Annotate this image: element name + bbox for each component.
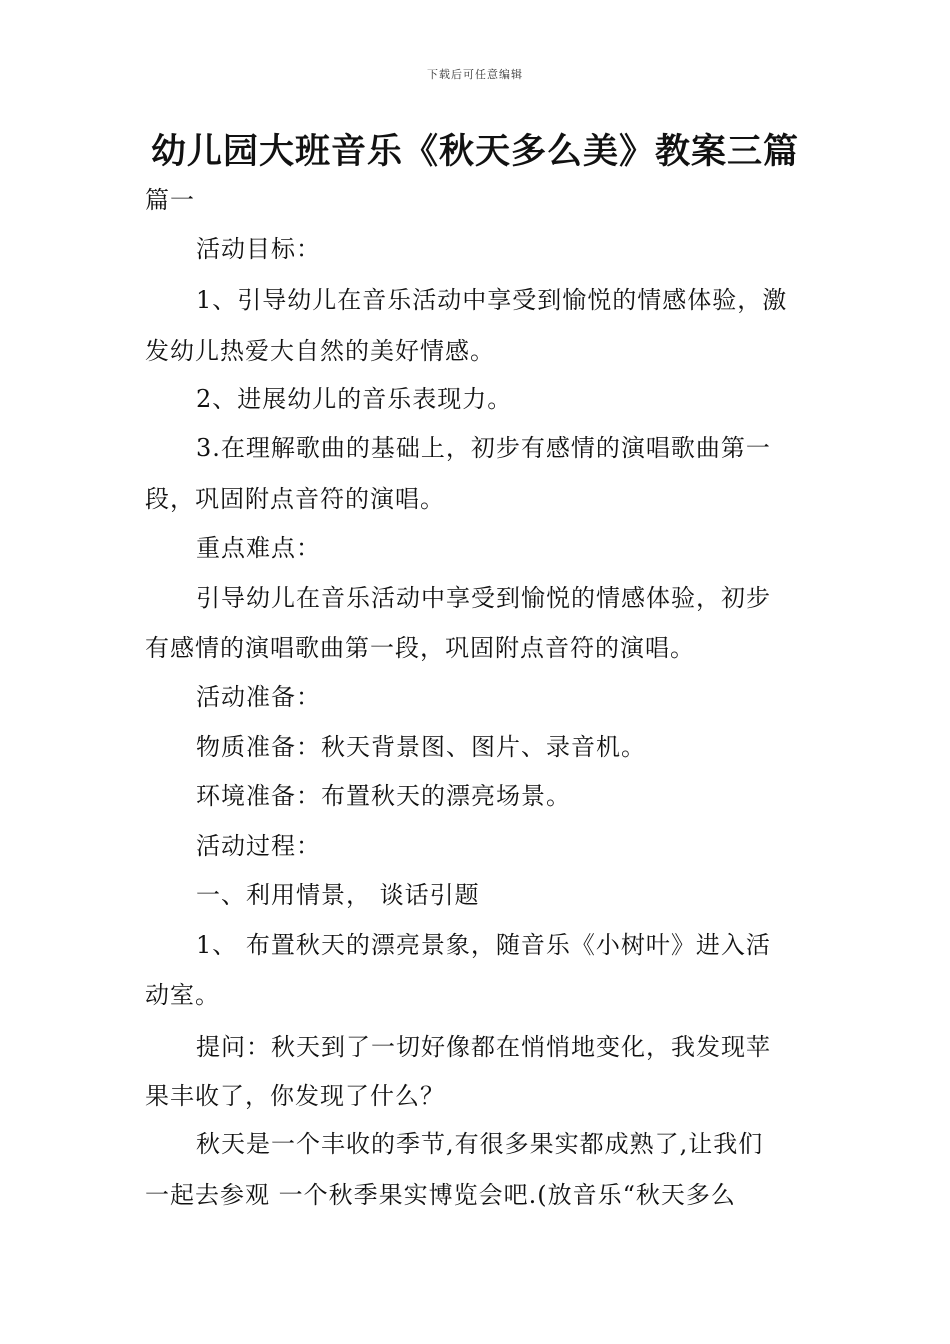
document-title: 幼儿园大班音乐《秋天多么美》教案三篇 (150, 132, 799, 172)
paragraph-line: 果丰收了，你发现了什么？ (145, 1082, 445, 1110)
section-heading: 篇一 (145, 186, 195, 214)
paragraph-line: 1、 布置秋天的漂亮景象，随音乐《小树叶》进入活 (196, 931, 771, 959)
header-note: 下载后可任意编辑 (427, 68, 523, 81)
paragraph-line: 活动目标： (196, 235, 321, 263)
paragraph-line: 一、利用情景， 谈话引题 (196, 881, 480, 909)
paragraph-line: 环境准备：布置秋天的漂亮场景。 (196, 782, 571, 810)
paragraph-line: 1、引导幼儿在音乐活动中享受到愉悦的情感体验，激 (196, 286, 788, 314)
paragraph-line: 活动准备： (196, 683, 321, 711)
paragraph-line: 引导幼儿在音乐活动中享受到愉悦的情感体验，初步 (196, 584, 771, 612)
paragraph-line: 活动过程： (196, 832, 321, 860)
paragraph-line: 有感情的演唱歌曲第一段，巩固附点音符的演唱。 (145, 634, 695, 662)
paragraph-line: 段，巩固附点音符的演唱。 (145, 485, 445, 513)
paragraph-line: 2、进展幼儿的音乐表现力。 (196, 385, 513, 413)
paragraph-line: 提问：秋天到了一切好像都在悄悄地变化，我发现苹 (196, 1033, 771, 1061)
paragraph-line: 秋天是一个丰收的季节,有很多果实都成熟了,让我们 (196, 1130, 764, 1158)
paragraph-line: 重点难点： (196, 534, 321, 562)
paragraph-line: 3.在理解歌曲的基础上，初步有感情的演唱歌曲第一 (196, 434, 771, 462)
paragraph-line: 发幼儿热爱大自然的美好情感。 (145, 337, 495, 365)
paragraph-line: 物质准备：秋天背景图、图片、录音机。 (196, 733, 646, 761)
paragraph-line: 动室。 (145, 981, 220, 1009)
paragraph-line: 一起去参观 一个秋季果实博览会吧.(放音乐“秋天多么 (145, 1181, 736, 1209)
